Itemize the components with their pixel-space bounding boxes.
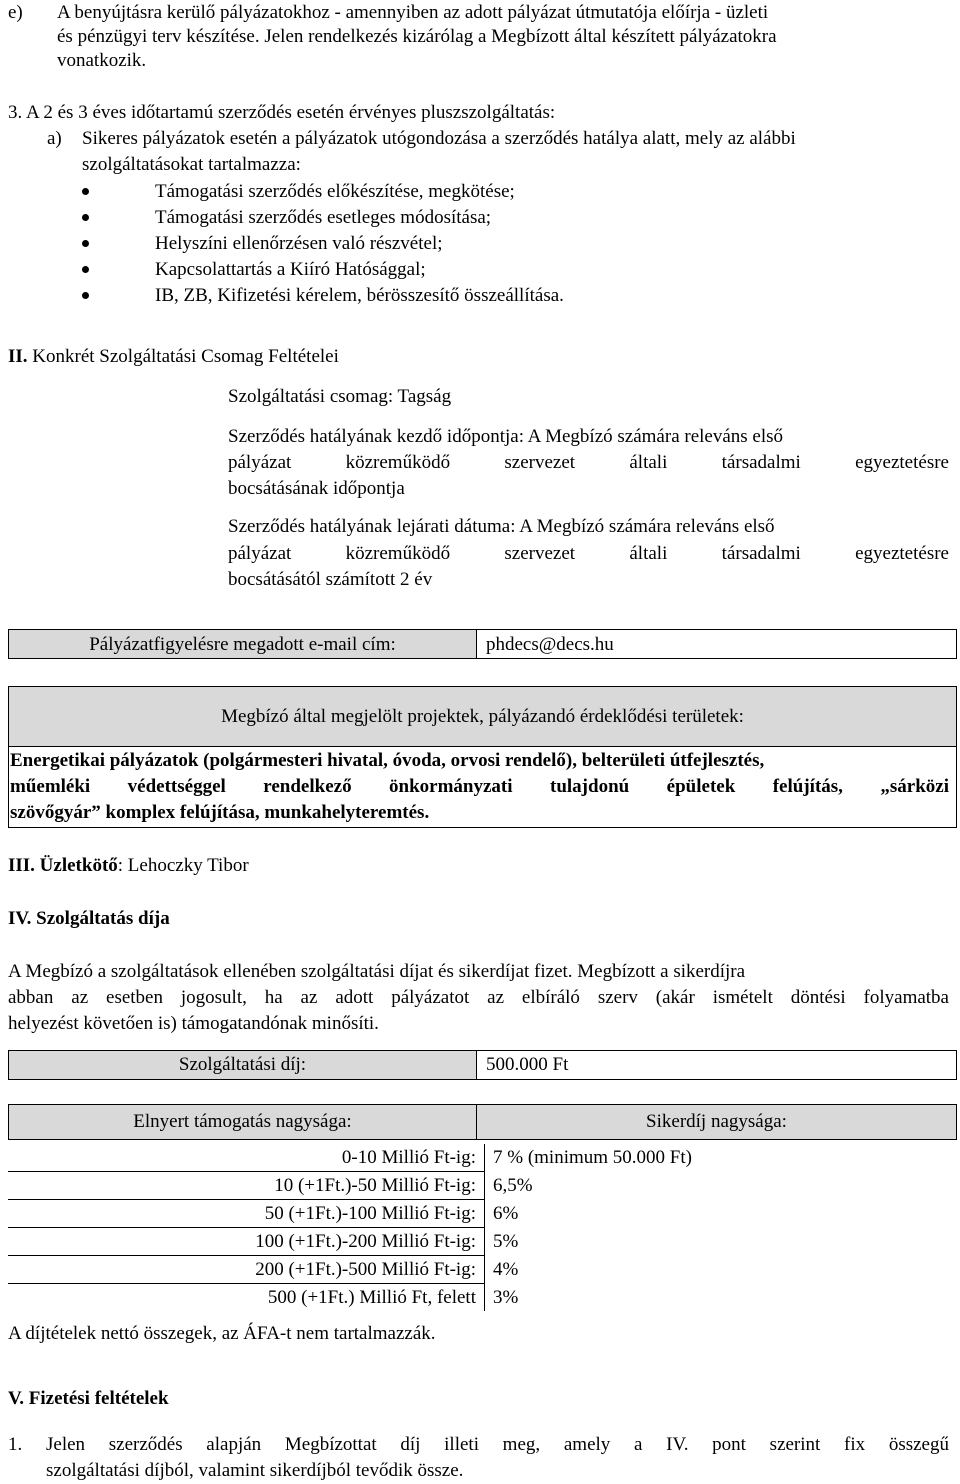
end-date-line3: bocsátásától számított 2 év — [228, 569, 433, 590]
item-e-line1: A benyújtásra kerülő pályázatokhoz - amennyiben az adott pályázat útmutatója előírja - üzleti — [57, 2, 769, 23]
item-a-line2: szolgáltatásokat tartalmazza: — [82, 154, 301, 175]
rate-range: 100 (+1Ft.)-200 Millió Ft-ig: — [8, 1228, 485, 1256]
projects-line2: műemléki védettséggel rendelkező önkormányzati tulajdonú épületek felújítás, „sárközi — [10, 776, 949, 797]
table-row — [8, 1144, 728, 1172]
list-item: Támogatási szerződés esetleges módosítása; — [82, 205, 782, 231]
bullet-icon — [82, 214, 89, 221]
bullet-icon — [82, 240, 89, 247]
section-II-heading — [8, 344, 339, 370]
service-bullet-list — [82, 179, 782, 309]
list-item: Kapcsolattartás a Kiíró Hatósággal; — [82, 257, 782, 283]
roman-numeral: II. — [8, 346, 28, 367]
net-note: A díjtételek nettó összegek, az ÁFA-t nem tartalmazzák. — [8, 1323, 436, 1344]
item-1-line1: Jelen szerződés alapján Megbízottat díj illeti meg, amely a IV. pont szerint fix összegű — [46, 1434, 949, 1455]
rate-range: 200 (+1Ft.)-500 Millió Ft-ig: — [8, 1256, 485, 1284]
fee-para-line2: abban az esetben jogosult, ha az adott pályázatot az elbíráló szerv (akár ismételt döntési folyamatba — [8, 987, 949, 1008]
item-e-line3: vonatkozik. — [57, 50, 147, 71]
start-date-line2: pályázat közreműködő szervezet általi társadalmi egyeztetésre — [228, 452, 949, 473]
table-row — [8, 1172, 728, 1200]
table-header-left: Elnyert támogatás nagysága: — [133, 1111, 352, 1132]
section-III-label: III. Üzletkötő — [8, 855, 118, 876]
bullet-icon — [82, 266, 89, 273]
fee-label: Szolgáltatási díj: — [178, 1054, 307, 1075]
item-a-line1: Sikeres pályázatok esetén a pályázatok utógondozása a szerződés hatálya alatt, mely az alábbi — [82, 128, 796, 149]
list-item: Helyszíni ellenőrzésen való részvétel; — [82, 231, 782, 257]
section-3-heading: 3. A 2 és 3 éves időtartamú szerződés esetén érvényes pluszszolgáltatás: — [8, 102, 556, 123]
end-date-line2: pályázat közreműködő szervezet általi társadalmi egyeztetésre — [228, 543, 949, 564]
section-II-title: Konkrét Szolgáltatási Csomag Feltételei — [32, 346, 339, 367]
fee-value: 500.000 Ft — [486, 1054, 569, 1075]
table-row — [8, 1284, 728, 1312]
package-line: Szolgáltatási csomag: Tagság — [228, 386, 452, 407]
email-label: Pályázatfigyelésre megadott e-mail cím: — [89, 634, 396, 655]
rate-value: 3% — [493, 1286, 519, 1308]
section-V-heading: V. Fizetési feltételek — [8, 1388, 169, 1409]
list-item: IB, ZB, Kifizetési kérelem, bérösszesítő összeállítása. — [82, 283, 782, 309]
start-date-line1: Szerződés hatályának kezdő időpontja: A Megbízó számára releváns első — [228, 426, 784, 447]
projects-line3: szövőgyár” komplex felújítása, munkahelyteremtés. — [10, 802, 430, 823]
rate-value: 6% — [493, 1203, 519, 1224]
item-e-marker: e) — [8, 2, 23, 23]
bullet-icon — [82, 188, 89, 195]
section-III — [8, 853, 249, 879]
section-III-value: : Lehoczky Tibor — [117, 855, 249, 876]
projects-header: Megbízó által megjelölt projektek, pályázandó érdeklődési területek: — [221, 706, 744, 727]
end-date-line1: Szerződés hatályának lejárati dátuma: A Megbízó számára releváns első — [228, 516, 775, 537]
section-IV-heading: IV. Szolgáltatás díja — [8, 908, 170, 929]
email-value: phdecs@decs.hu — [486, 634, 614, 655]
table-row — [8, 1200, 728, 1228]
item-1-line2: szolgáltatási díjból, valamint sikerdíjból tevődik össze. — [46, 1460, 464, 1481]
rate-value: 7 % (minimum 50.000 Ft) — [493, 1147, 692, 1169]
rate-range: 0-10 Millió Ft-ig: — [8, 1144, 485, 1172]
fee-para-line1: A Megbízó a szolgáltatások ellenében szolgáltatási díjat és sikerdíjat fizet. Megbízott a sikerdíjra — [8, 961, 746, 982]
table-row — [8, 1256, 728, 1284]
rate-value: 5% — [493, 1231, 519, 1252]
rate-range: 500 (+1Ft.) Millió Ft, felett — [8, 1284, 485, 1312]
table-header-right: Sikerdíj nagysága: — [646, 1111, 787, 1132]
projects-line1: Energetikai pályázatok (polgármesteri hivatal, óvoda, orvosi rendelő), belterületi útfejlesztés, — [10, 750, 765, 771]
item-e-line2: és pénzügyi terv készítése. Jelen rendelkezés kizárólag a Megbízott által készített pályázatokra — [57, 26, 777, 47]
item-a-marker: a) — [47, 128, 62, 149]
list-item: Támogatási szerződés előkészítése, megkötése; — [82, 179, 782, 205]
table-row — [8, 1228, 728, 1256]
bullet-icon — [82, 292, 89, 299]
rate-range: 50 (+1Ft.)-100 Millió Ft-ig: — [8, 1200, 485, 1228]
start-date-line3: bocsátásának időpontja — [228, 478, 405, 499]
fee-para-line3: helyezést követően is) támogatandónak minősíti. — [8, 1013, 379, 1034]
rate-value: 4% — [493, 1259, 519, 1280]
rate-value: 6,5% — [493, 1175, 533, 1196]
rate-range: 10 (+1Ft.)-50 Millió Ft-ig: — [8, 1172, 485, 1200]
success-fee-table — [8, 1144, 728, 1311]
item-1-marker: 1. — [8, 1434, 23, 1455]
